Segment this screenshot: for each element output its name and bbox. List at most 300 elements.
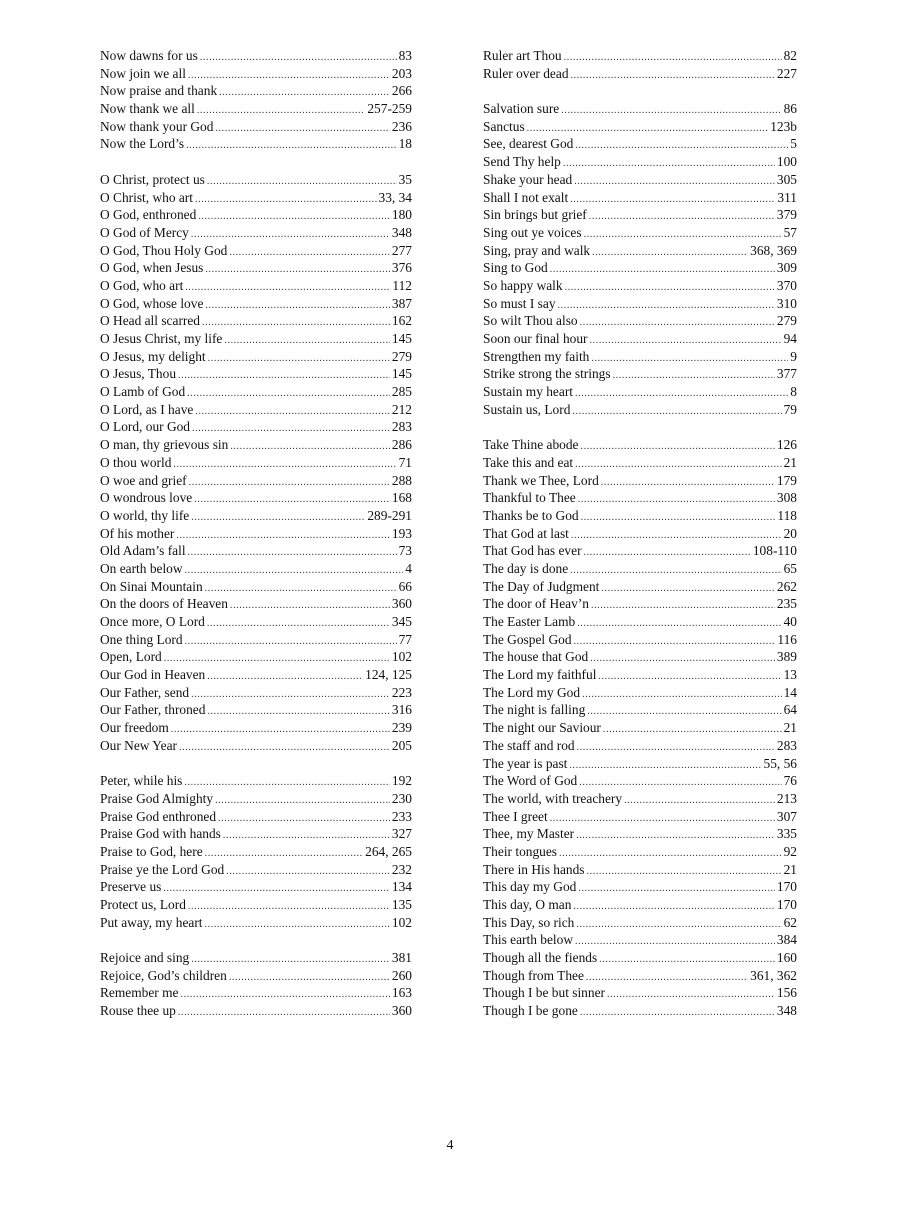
index-letter-group (100, 171, 412, 755)
index-entry (100, 878, 412, 896)
hymn-title: One thing Lord (100, 631, 183, 647)
hymn-number: 163 (391, 985, 412, 1001)
dot-leader (230, 438, 390, 456)
dot-leader (572, 403, 781, 421)
hymn-title: Though from Thee (483, 967, 584, 983)
index-entry (100, 560, 412, 578)
dot-leader (613, 367, 775, 385)
hymn-number: 162 (391, 313, 412, 329)
hymn-title: Ruler art Thou (483, 48, 562, 63)
hymn-title: Now the Lord’s (100, 136, 185, 152)
hymn-number: 239 (391, 720, 412, 736)
hymn-title: On earth below (100, 560, 183, 576)
dot-leader (215, 120, 389, 138)
hymn-number: 360 (391, 596, 412, 612)
hymn-number: 64 (783, 702, 797, 718)
hymn-title: The house that God (483, 649, 589, 665)
dot-leader (179, 739, 390, 757)
hymn-number: 266 (391, 83, 412, 99)
dot-leader (577, 739, 775, 757)
dot-leader (571, 527, 782, 545)
hymn-title: O God, enthroned (100, 207, 197, 223)
index-entry (100, 648, 412, 666)
index-entry (483, 613, 797, 631)
index-entry (100, 790, 412, 808)
index-entry (483, 684, 797, 702)
hymn-title: Strengthen my faith (483, 348, 590, 364)
hymn-number: 134 (391, 879, 412, 895)
hymn-title: Ruler over dead (483, 65, 569, 81)
hymn-number: 57 (783, 224, 797, 240)
dot-leader (581, 509, 776, 527)
index-entry (100, 967, 412, 985)
hymn-number: 160 (776, 950, 797, 966)
index-entry (483, 949, 797, 967)
hymn-number: 257-259 (367, 101, 412, 117)
index-entry (483, 47, 797, 65)
hymn-number: 126 (776, 437, 797, 453)
index-entry (483, 525, 797, 543)
hymn-title: Peter, while his (100, 773, 183, 789)
dot-leader (550, 810, 775, 828)
index-letter-group (483, 100, 797, 418)
index-letter-group (100, 772, 412, 931)
index-entry (483, 118, 797, 136)
index-entry (483, 578, 797, 596)
index-entry (483, 772, 797, 790)
index-entry (100, 861, 412, 879)
hymn-number: 9 (790, 348, 797, 364)
hymn-title: The Gospel God (483, 631, 572, 647)
dot-leader (207, 173, 397, 191)
index-entry (483, 737, 797, 755)
dot-leader (173, 456, 396, 474)
hymn-number: 77 (398, 631, 412, 647)
dot-leader (207, 668, 363, 686)
hymn-number: 62 (783, 914, 797, 930)
index-entry (100, 259, 412, 277)
hymn-title: O Jesus Christ, my life (100, 331, 223, 346)
index-entry (483, 931, 797, 949)
hymn-title: Thanks be to God (483, 507, 579, 523)
hymn-number: 156 (776, 985, 797, 1001)
dot-leader (590, 332, 782, 350)
hymn-title: Sin brings but grief (483, 207, 587, 223)
hymn-number: 387 (391, 295, 412, 311)
dot-leader (558, 297, 775, 315)
index-entry (100, 595, 412, 613)
hymn-title: The Lord my God (483, 684, 581, 700)
dot-leader (550, 261, 775, 279)
index-entry (483, 719, 797, 737)
dot-leader (178, 367, 390, 385)
hymn-number: 277 (391, 242, 412, 258)
index-entry (100, 65, 412, 83)
index-entry (100, 348, 412, 366)
dot-leader (185, 279, 390, 297)
index-entry (100, 118, 412, 136)
index-entry (483, 153, 797, 171)
dot-leader (584, 544, 751, 562)
index-entry (483, 100, 797, 118)
hymn-number: 192 (391, 773, 412, 789)
hymn-title: O God, when Jesus (100, 260, 204, 276)
index-entry (483, 189, 797, 207)
hymn-number: 8 (790, 384, 797, 400)
hymn-title: Our New Year (100, 737, 177, 753)
hymn-title: Now dawns for us (100, 48, 198, 63)
hymn-number: 102 (391, 914, 412, 930)
hymn-title: Once more, O Lord (100, 614, 205, 629)
hymn-title: Praise ye the Lord God (100, 861, 225, 877)
hymn-number: 86 (783, 101, 797, 117)
index-entry (100, 454, 412, 472)
dot-leader (586, 969, 748, 987)
hymn-number: 360 (391, 1003, 412, 1019)
index-entry (100, 100, 412, 118)
dot-leader (226, 863, 390, 881)
index-entry (100, 684, 412, 702)
index-entry (483, 666, 797, 684)
dot-leader (575, 933, 775, 951)
index-entry (483, 878, 797, 896)
index-entry (483, 896, 797, 914)
dot-leader (580, 314, 775, 332)
hymn-title: This day, O man (483, 897, 572, 912)
hymn-number: 288 (391, 472, 412, 488)
hymn-number: 79 (783, 401, 797, 417)
hymn-number: 232 (391, 861, 412, 877)
hymn-number: 283 (776, 737, 797, 753)
hymn-title: Now thank your God (100, 118, 214, 134)
hymn-number: 73 (398, 543, 412, 559)
hymn-title: The Lord my faithful (483, 667, 597, 683)
dot-leader (189, 474, 390, 492)
hymn-title: O man, thy grievous sin (100, 437, 229, 453)
hymn-title: O Lamb of God (100, 384, 186, 400)
dot-leader (569, 757, 761, 775)
index-entry (100, 613, 412, 631)
index-entry (100, 949, 412, 967)
index-entry (100, 135, 412, 153)
index-entry (483, 472, 797, 490)
hymn-title: The day is done (483, 560, 569, 576)
index-entry (483, 755, 797, 773)
hymn-title: O Jesus, Thou (100, 366, 177, 382)
hymn-number: 348 (391, 224, 412, 240)
hymn-title: Thankful to Thee (483, 490, 576, 506)
hymn-title: The world, with treachery (483, 790, 623, 806)
hymn-title: Thee, my Master (483, 826, 575, 842)
dot-leader (188, 898, 390, 916)
hymn-title: The staff and rod (483, 737, 575, 753)
hymn-title: Shall I not exalt (483, 189, 569, 205)
hymn-title: O Christ, protect us (100, 171, 205, 187)
hymn-title: The year is past (483, 755, 568, 771)
index-entry (100, 914, 412, 932)
index-letter-group (483, 47, 797, 82)
index-entry (100, 631, 412, 649)
dot-leader (202, 314, 390, 332)
dot-leader (205, 297, 390, 315)
dot-leader (207, 615, 390, 633)
dot-leader (205, 916, 390, 934)
hymn-title: Thank we Thee, Lord (483, 472, 599, 488)
hymn-number: 55, 56 (763, 755, 797, 771)
hymn-title: The Easter Lamb (483, 614, 576, 629)
hymn-title: See, dearest God (483, 136, 574, 152)
hymn-title: The night our Saviour (483, 720, 601, 736)
dot-leader (581, 438, 775, 456)
dot-leader (208, 350, 390, 368)
hymn-title: Sustain us, Lord (483, 401, 571, 417)
hymn-number: 170 (776, 879, 797, 895)
hymn-title: Soon our final hour (483, 331, 588, 346)
hymn-title: The night is falling (483, 702, 586, 718)
dot-leader (195, 191, 377, 209)
index-entry (100, 365, 412, 383)
dot-leader (573, 898, 775, 916)
hymn-title: Put away, my heart (100, 914, 203, 930)
hymn-number: 40 (783, 614, 797, 629)
hymn-title: Their tongues (483, 843, 558, 859)
index-entry (100, 808, 412, 826)
index-entry (100, 825, 412, 843)
hymn-number: 279 (776, 313, 797, 329)
hymn-number: 370 (776, 277, 797, 293)
dot-leader (191, 686, 390, 704)
hymn-title: Salvation sure (483, 101, 560, 117)
dot-leader (591, 350, 788, 368)
dot-leader (576, 916, 781, 934)
hymn-number: 108-110 (752, 543, 797, 559)
dot-leader (582, 686, 782, 704)
index-entry (100, 489, 412, 507)
dot-leader (580, 1004, 775, 1022)
dot-leader (185, 633, 397, 651)
dot-leader (187, 385, 390, 403)
index-entry (100, 1002, 412, 1020)
hymn-title: The Day of Judgment (483, 578, 600, 594)
dot-leader (229, 244, 390, 262)
page-number: 4 (446, 1138, 454, 1153)
hymn-title: O God, who art (100, 277, 184, 293)
dot-leader (224, 332, 390, 350)
index-entry (100, 472, 412, 490)
hymn-title: On the doors of Heaven (100, 596, 228, 612)
hymn-number: 76 (783, 773, 797, 789)
index-entry (483, 206, 797, 224)
index-entry (483, 808, 797, 826)
hymn-number: 179 (776, 472, 797, 488)
dot-leader (171, 721, 390, 739)
hymn-number: 82 (783, 48, 797, 63)
hymn-number: 348 (776, 1003, 797, 1019)
hymn-number: 260 (391, 967, 412, 983)
index-entry (483, 436, 797, 454)
dot-leader (564, 49, 782, 67)
dot-leader (601, 474, 775, 492)
dot-leader (570, 191, 775, 209)
hymn-title: Sustain my heart (483, 384, 574, 400)
index-entry (100, 719, 412, 737)
hymn-title: Praise to God, here (100, 843, 203, 859)
hymn-title: This day my God (483, 879, 577, 895)
hymn-number: 66 (398, 578, 412, 594)
hymn-number: 20 (783, 525, 797, 541)
hymn-number: 223 (391, 684, 412, 700)
index-entry (483, 135, 797, 153)
hymn-title: Sing to God (483, 260, 548, 276)
index-entry (100, 843, 412, 861)
hymn-number: 311 (777, 189, 797, 205)
hymn-number: 327 (391, 826, 412, 842)
index-entry (100, 772, 412, 790)
index-entry (483, 454, 797, 472)
index-entry (100, 82, 412, 100)
hymn-title: Our God in Heaven (100, 667, 206, 683)
hymn-number: 83 (398, 48, 412, 63)
dot-leader (198, 208, 390, 226)
dot-leader (191, 509, 365, 527)
hymn-title: This earth below (483, 932, 573, 948)
hymn-number: 123b (770, 118, 797, 134)
dot-leader (180, 986, 389, 1004)
index-entry (483, 631, 797, 649)
hymn-number: 14 (783, 684, 797, 700)
dot-leader (200, 49, 397, 67)
hymn-number: 361, 362 (750, 967, 797, 983)
hymn-title: Shake your head (483, 171, 573, 187)
hymn-number: 21 (783, 454, 797, 470)
index-entry (100, 896, 412, 914)
hymn-number: 212 (391, 401, 412, 417)
index-entry (483, 790, 797, 808)
hymn-title: Protect us, Lord (100, 897, 186, 912)
hymn-number: 309 (776, 260, 797, 276)
hymn-title: O Jesus, my delight (100, 348, 206, 364)
hymn-title: O wondrous love (100, 490, 193, 506)
index-entry (483, 330, 797, 348)
hymn-title: Remember me (100, 985, 179, 1001)
index-entry (100, 47, 412, 65)
hymn-title: Rouse thee up (100, 1003, 176, 1019)
dot-leader (574, 173, 775, 191)
hymn-number: 205 (391, 737, 412, 753)
index-entry (483, 967, 797, 985)
hymn-number: 102 (391, 649, 412, 665)
index-entry (100, 507, 412, 525)
hymn-title: Rejoice and sing (100, 950, 190, 966)
index-entry (100, 701, 412, 719)
hymn-number: 193 (391, 525, 412, 541)
index-letter-group (100, 47, 412, 153)
hymn-number: 308 (776, 490, 797, 506)
hymn-number: 21 (783, 861, 797, 877)
hymn-number: 118 (777, 507, 797, 523)
index-entry (483, 65, 797, 83)
hymn-title: O God of Mercy (100, 224, 189, 240)
dot-leader (205, 580, 397, 598)
hymn-title: Praise God with hands (100, 826, 221, 842)
hymn-title: O God, whose love (100, 295, 204, 311)
index-entry (100, 666, 412, 684)
dot-leader (592, 244, 748, 262)
dot-leader (185, 562, 404, 580)
dot-leader (561, 102, 781, 120)
hymn-title: O woe and grief (100, 472, 187, 488)
index-entry (100, 984, 412, 1002)
hymn-number: 21 (783, 720, 797, 736)
hymn-title: Rejoice, God’s children (100, 967, 227, 983)
dot-leader (194, 491, 390, 509)
dot-leader (624, 792, 775, 810)
index-letter-group (483, 436, 797, 1020)
hymn-number: 168 (391, 490, 412, 506)
index-entry (100, 224, 412, 242)
index-entry (483, 542, 797, 560)
hymn-number: 33, 34 (378, 189, 412, 205)
hymn-number: 112 (392, 277, 412, 293)
dot-leader (563, 155, 775, 173)
hymn-title: Open, Lord (100, 649, 162, 665)
index-entry (100, 171, 412, 189)
hymn-number: 4 (405, 560, 412, 576)
dot-leader (578, 880, 775, 898)
hymn-title: The Word of God (483, 773, 578, 789)
hymn-number: 124, 125 (365, 667, 412, 683)
hymn-title: O Christ, who art (100, 189, 193, 205)
index-entry (483, 312, 797, 330)
index-entry (483, 843, 797, 861)
hymn-number: 94 (783, 331, 797, 346)
dot-leader (599, 951, 775, 969)
hymn-number: 135 (391, 897, 412, 912)
dot-leader (178, 1004, 390, 1022)
index-entry (483, 277, 797, 295)
hymn-title: Sing out ye voices (483, 224, 582, 240)
dot-leader (577, 615, 781, 633)
hymn-number: 307 (776, 808, 797, 824)
index-entry (100, 542, 412, 560)
dot-leader (195, 403, 390, 421)
dot-leader (591, 597, 775, 615)
hymn-number: 384 (776, 932, 797, 948)
index-entry (100, 737, 412, 755)
hymn-number: 65 (783, 560, 797, 576)
index-column-right (483, 47, 797, 1038)
index-entry (100, 189, 412, 207)
dot-leader (587, 863, 782, 881)
index-entry (483, 489, 797, 507)
index-entry (100, 418, 412, 436)
index-entry (100, 330, 412, 348)
hymn-number: 233 (391, 808, 412, 824)
hymn-number: 389 (776, 649, 797, 665)
dot-leader (575, 456, 781, 474)
index-column-left (100, 47, 412, 1038)
dot-leader (215, 792, 390, 810)
hymn-title: The door of Heav’n (483, 596, 589, 612)
index-entry (100, 525, 412, 543)
dot-leader (574, 633, 776, 651)
hymn-number: 236 (391, 118, 412, 134)
dot-leader (570, 562, 781, 580)
index-entry (483, 560, 797, 578)
dot-leader (571, 67, 775, 85)
hymn-title: Our freedom (100, 720, 169, 736)
hymn-title: Take this and eat (483, 454, 574, 470)
